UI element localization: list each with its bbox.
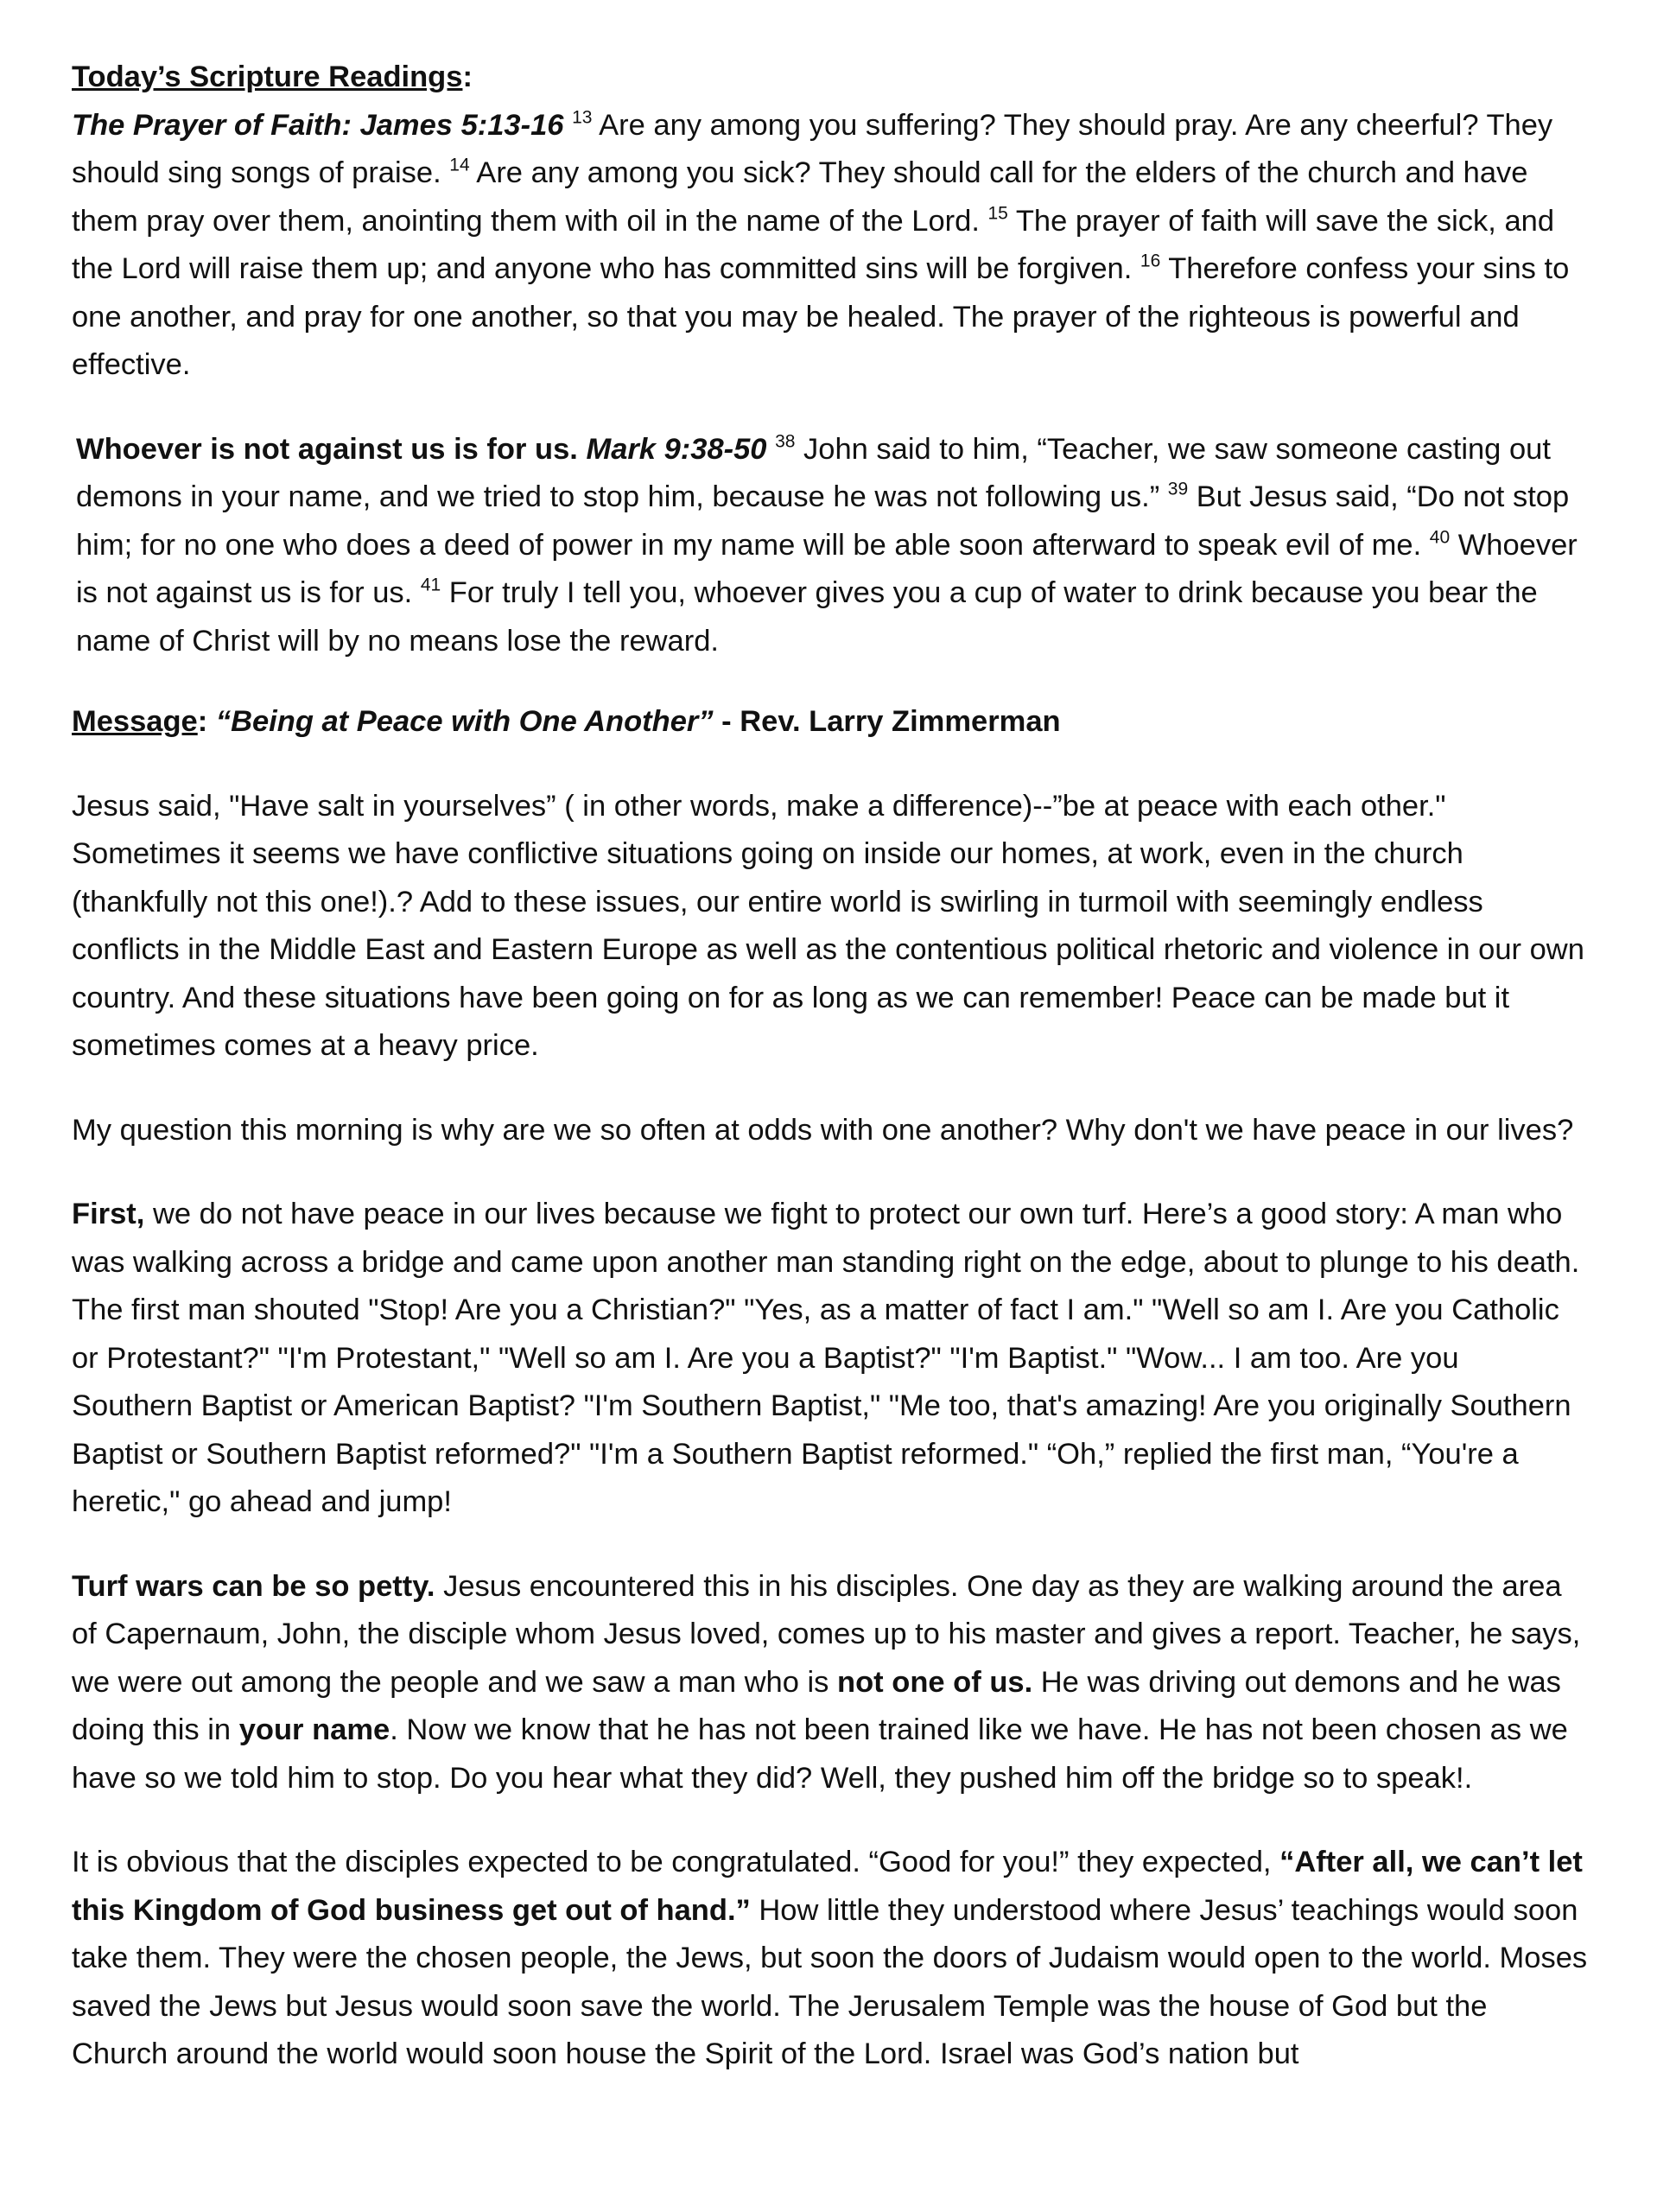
verse-text: Therefore confess your sins to one another, and pray for one another, so that you may be healed. The prayer of the righteous is powerful and effective. bbox=[72, 252, 1570, 381]
verse-number: 38 bbox=[775, 430, 796, 451]
paragraph-text: we do not have peace in our lives because we fight to protect our own turf. Here’s a good story: A man who was walking across a bridge and came upon another man standing right on the edge, about to plunge to his death. The first man shouted "Stop! Are you a Christian?" "Yes, as a matter of fact I am." "Well so am I. Are you Catholic or Protestant?" "I'm Protestant," "Well so am I. Are you a Baptist?" "I'm Baptist." "Wow... I am too. Are you Southern Baptist or American Baptist? "I'm Southern Baptist," "Me too, that's amazing! Are you originally Southern Baptist or Southern Baptist reformed?" "I'm a Southern Baptist reformed." “Oh,” replied the first man, “You're a heretic," go ahead and jump! bbox=[72, 1198, 1580, 1518]
readings-heading-line bbox=[72, 54, 1588, 102]
verse-number: 14 bbox=[449, 155, 470, 175]
verse-number: 15 bbox=[987, 202, 1008, 223]
message-title: “Being at Peace with One Another” bbox=[215, 705, 714, 738]
james-reading-title: The Prayer of Faith: James 5:13-16 bbox=[72, 108, 564, 142]
paragraph-lead: First, bbox=[72, 1198, 145, 1230]
verse-text: Are any among you suffering? They should pray. Are any cheerful? They should sing songs of praise. bbox=[72, 108, 1553, 189]
sermon-paragraph-4 bbox=[72, 1563, 1588, 1803]
sermon-paragraph-2: My question this morning is why are we so often at odds with one another? Why don't we have peace in our lives? bbox=[72, 1113, 1574, 1147]
verse-number: 41 bbox=[420, 575, 441, 595]
message-speaker: - Rev. Larry Zimmerman bbox=[713, 705, 1061, 738]
sermon-paragraph-5 bbox=[72, 1839, 1588, 2079]
paragraph-text: How little they understood where Jesus’ teachings would soon take them. They were the chosen people, the Jews, but soon the doors of Judaism would open to the world. Moses saved the Jews but Jesus would soon save the world. The Jerusalem Temple was the house of God but the Church around the world would soon house the Spirit of the Lord. Israel was God’s nation but bbox=[72, 1893, 1588, 2070]
paragraph-text: Jesus encountered this in his disciples. One day as they are walking around the area of Capernaum, John, the disciple whom Jesus loved, comes up to his master and gives a report. Teacher, he says, we were out among the people and we saw a man who is bbox=[72, 1569, 1581, 1699]
verse-text: But Jesus said, “Do not stop him; for no one who does a deed of power in my name will be able soon afterward to speak evil of me. bbox=[76, 480, 1570, 562]
james-reading bbox=[72, 102, 1588, 390]
verse-text: The prayer of faith will save the sick, and the Lord will raise them up; and anyone who has committed sins will be forgiven. bbox=[72, 204, 1555, 285]
verse-number: 39 bbox=[1167, 479, 1189, 499]
readings-heading: Today’s Scripture Readings bbox=[72, 60, 463, 93]
message-heading bbox=[72, 698, 1588, 747]
verse-text: Are any among you sick? They should call for the elders of the church and have them pray over them, anointing them with oil in the name of the Lord. bbox=[72, 156, 1528, 238]
emphasis-text: “After all, we can’t let this Kingdom of God business get out of hand.” bbox=[72, 1846, 1583, 1927]
verse-number: 40 bbox=[1429, 526, 1451, 547]
paragraph-text: It is obvious that the disciples expected to be congratulated. “Good for you!” they expected, bbox=[72, 1846, 1280, 1878]
sermon-paragraph-3 bbox=[72, 1191, 1588, 1527]
verse-number: 13 bbox=[572, 106, 593, 127]
verse-text: John said to him, “Teacher, we saw someone casting out demons in your name, and we tried to stop him, because he was not following us.” bbox=[76, 432, 1551, 513]
mark-reading-ref: Mark 9:38-50 bbox=[586, 432, 767, 466]
message-colon: : bbox=[197, 705, 216, 738]
paragraph-text: He was driving out demons and he was doing this in bbox=[72, 1665, 1561, 1746]
mark-reading-title: Whoever is not against us is for us. bbox=[76, 432, 578, 466]
verse-text: Whoever is not against us is for us. bbox=[76, 528, 1578, 609]
emphasis-text: your name bbox=[238, 1713, 390, 1746]
emphasis-text: not one of us. bbox=[837, 1665, 1033, 1699]
verse-text: For truly I tell you, whoever gives you a cup of water to drink because you bear the name of Christ will by no means lose the reward. bbox=[76, 576, 1538, 658]
verse-number: 16 bbox=[1140, 251, 1161, 271]
message-label: Message bbox=[72, 705, 198, 738]
sermon-paragraph-1: Jesus said, "Have salt in yourselves” ( in other words, make a difference)--”be at peace with each other." Sometimes it seems we have conflictive situations going on inside our homes, at work, even in the church (thankfully not this one!).? Add to these issues, our entire world is swirling in turmoil with seemingly endless conflicts in the Middle East and Eastern Europe as well as the contentious political rhetoric and violence in our own country. And these situations have been going on for as long as we can remember! Peace can be made but it sometimes comes at a heavy price. bbox=[72, 789, 1584, 1062]
mark-reading bbox=[72, 426, 1588, 666]
readings-heading-colon: : bbox=[462, 60, 473, 93]
paragraph-lead: Turf wars can be so petty. bbox=[72, 1569, 435, 1603]
paragraph-text: . Now we know that he has not been trained like we have. He has not been chosen as we have so we told him to stop. Do you hear what they did? Well, they pushed him off the bridge so to speak!. bbox=[72, 1713, 1568, 1795]
